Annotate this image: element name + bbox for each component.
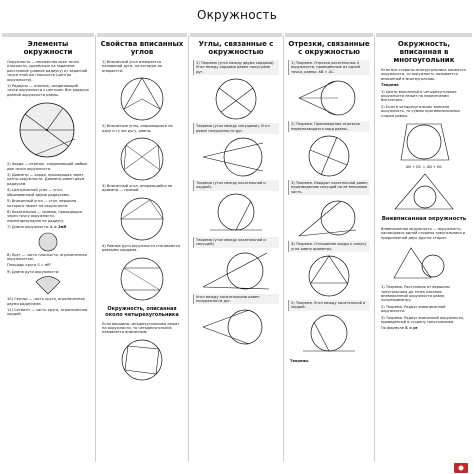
formula-prefix: По формуле (381, 326, 404, 331)
segment-theorem-5: 5) Теорема. Угол между касательной и хордой. (288, 300, 370, 311)
cyclic-quadrilateral-figure (112, 337, 172, 383)
quadrilateral-heading: Окружность, описанная около четырехугольника (105, 305, 179, 318)
theorem-2-text: Теорема (угол между секущими). Угол равен полуразности дуг. (193, 123, 279, 134)
length-formula: L = 2πR (50, 225, 67, 230)
chord-text: 2) Хорда — отрезок, соединяющий любые две точки окружности. (7, 162, 88, 171)
diameter-angle-figure (112, 195, 172, 243)
column-heading: Окружность, вписанная в многоугольник (393, 40, 455, 64)
heading-bar (190, 33, 282, 37)
column-divider (95, 35, 96, 462)
column-angles (190, 38, 282, 462)
excircle-theorem-2: 2) Теорема. Радиус вневписанной окружности. (381, 304, 446, 314)
diameter-text: 3) Диаметр — хорда, проходящая через центр окружности. Диаметр равен двум радиусам. (7, 173, 85, 186)
excircle-def-text: Вневписанная окружность — окружность, касающаяся одной стороны треугольника и продолжений двух других сторон. (381, 226, 466, 240)
publisher-logo-icon (454, 463, 468, 473)
excircle-heading: Вневписанная окружность (381, 216, 467, 223)
equal-angles-figure (112, 135, 172, 183)
theorem-4-text: Теорема (угол между касательной и секущей). (193, 237, 279, 248)
poster-title: Окружность (196, 8, 278, 22)
segment-theorem-1: 1) Теорема. Отрезки касательных к окружности, проведённые из одной точки, равны: AB = AC. (288, 60, 370, 75)
column-divider (283, 35, 284, 462)
inscribed-angle-text: 5) Вписанный угол — угол, вершина которого лежит на окружности. (7, 199, 77, 208)
excircle-theorem-3: 3) Теорема. Радиус вписанной окружности, проведённой в сторону треугольника. (381, 315, 465, 325)
column-heading: Свойства вписанных углов (100, 40, 184, 56)
tangent-segments-figure (296, 76, 362, 120)
column-divider (188, 35, 189, 462)
area-formula: S = pr (405, 326, 418, 331)
triangle-incircle-figure (391, 171, 457, 213)
equal-arcs-figure (112, 255, 172, 303)
disc-figure (28, 232, 68, 252)
theorem-label: Теорема (381, 83, 399, 88)
excircle-theorem-1: 1) Теорема. Расстояние от вершины треугольника до точек касания вневписанной окружности равно полупериметру. (381, 285, 450, 303)
theorem-1-text: 1) Теорема (угол между двумя хордами). Угол между хордами равен полусумме дуг. (193, 60, 279, 75)
heading-bar (376, 33, 472, 37)
excircle-figure (391, 242, 457, 284)
formula-label (378, 326, 470, 330)
property-2-text: 2) Вписанные углы, опирающиеся на одну и ту же дугу, равны. (102, 124, 173, 133)
heading-bar (285, 33, 373, 37)
inscribed-angle-figure (112, 75, 172, 123)
theorem-3-text: Теорема (угол между касательной и хордой). (193, 180, 279, 191)
disc-area-text: Площадь круга S = πR² (7, 263, 52, 268)
sine-theorem-figure (299, 253, 359, 299)
incenter-text: 1) Центр вписанной в четырехугольник окружности лежит на пересечении биссектрис. (381, 89, 457, 103)
quad-incircle-figure (391, 120, 457, 164)
theorems-label: Теоремы (290, 358, 309, 363)
tangent-chord-figure (206, 192, 266, 236)
segment-text: 11) Сегмент — часть круга, ограниченная хордой. (7, 307, 88, 317)
column-segments (285, 38, 373, 462)
theorem-5-text: Угол между касательными равен полуразности дуг. (193, 294, 279, 305)
column-heading: Отрезки, связанные с окружностью (288, 40, 370, 56)
sector-text: 10) Сектор — часть круга, ограниченная двумя радиусами. (7, 297, 85, 306)
column-elements (2, 38, 94, 462)
tangent-chord-2-figure (299, 312, 359, 358)
disc-text: 8) Круг — часть плоскости, ограниченная окружностью. (7, 252, 87, 261)
heading-bar (97, 33, 187, 37)
column-heading: Элементы окружности (23, 40, 73, 56)
segment-theorem-4: 4) Теорема. Отношение хорды к синусу угла равно диаметру. (288, 241, 370, 252)
inscribed-def-text: Если все стороны многоугольника касаются окружности, то окружность называется вписанной в многоугольник. (381, 68, 466, 81)
tangent-square-figure (296, 196, 362, 240)
arc-text: 9) Длина дуги окружности: (7, 269, 60, 274)
definition-text: Окружность — множество всех точек плоскости, удалённых на заданное расстояние (равное радиусу) от заданной точки этой же плоскости (центра окружности). (7, 60, 88, 82)
central-angle-text: 4) Центральный угол — угол, образованный двумя радиусами. (7, 188, 70, 197)
intersecting-chords-figure (299, 133, 359, 179)
column-polygon (376, 38, 472, 462)
property-1-text: 1) Вписанный угол измеряется половиной дуги, на которую он опирается: (102, 60, 163, 73)
segment-theorem-2: 2) Теорема. Произведения отрезков пересекающихся хорд равны. (288, 121, 370, 132)
secants-angle-figure (201, 135, 271, 179)
length-text: 7) Длина окружности: (7, 225, 50, 230)
length-row (4, 225, 92, 229)
property-4-text: 4) Равные дуги окружности стягиваются равными хордами. (102, 243, 180, 253)
column-heading: Углы, связанные с окружностью (198, 40, 274, 56)
heading-bar (2, 33, 94, 37)
segment-theorem-3: 3) Теорема. Квадрат касательной равен произведению секущей на её внешнюю часть. (288, 180, 370, 195)
radius-text: 1) Радиусы — отрезок, соединяющий точки окружности с центром. Все радиусы данной окружности равны. (7, 84, 89, 97)
tangents-angle-figure (201, 305, 271, 349)
property-3-text: 3) Вписанный угол, опирающийся на диаметр — прямой. (102, 184, 173, 193)
tangent-secant-figure (201, 249, 271, 293)
circle-elements-figure (13, 99, 83, 161)
chords-angle-figure (206, 76, 266, 122)
sector-figure (28, 276, 68, 296)
quadrilateral-text: Если вершины четырехугольника лежат на окружности, то четырехугольник называется вписанным. (102, 321, 180, 335)
sides-sum-text: 2) Если в четырехугольник вписана окружность, то суммы противоположных сторон равны. (381, 104, 461, 118)
column-divider (374, 35, 375, 462)
column-inscribed-angles (97, 38, 187, 462)
sides-formula: AB + DC = AD + BC (405, 165, 443, 170)
tangent-text: 6) Касательная — прямая, проходящая через точку окружности, перпендикулярно ее радиусу. (7, 209, 82, 223)
